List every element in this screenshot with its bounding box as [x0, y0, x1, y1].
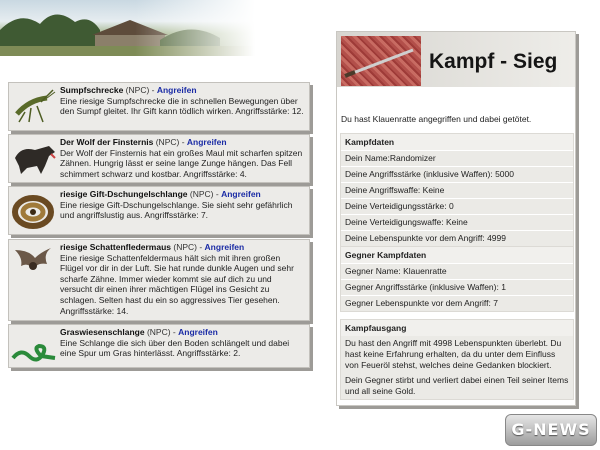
gnews-logo: G-NEWS [505, 414, 597, 446]
npc-description: Eine Schlange die sich über den Boden schlängelt und dabei eine Spur um Gras hinterlässt. Angriffsstärke: 2. [60, 337, 290, 359]
table-row: Deine Verteidigungswaffe: Keine [341, 214, 573, 230]
npc-name: riesige Gift-Dschungelschlange [60, 189, 188, 199]
npc-card [8, 324, 310, 368]
kampfausgang-section [340, 319, 574, 400]
npc-name: Der Wolf der Finsternis [60, 137, 154, 147]
npc-name: Graswiesenschlange [60, 327, 145, 337]
section-heading: Kampfdaten [345, 137, 395, 147]
gegner-section [340, 246, 574, 312]
npc-name: Sumpfschrecke [60, 85, 124, 95]
outcome-text: Du hast den Angriff mit 4998 Lebenspunkten überlebt. Du hast keine Erfahrung erhalten, da du unter dem Einfluss von Feueröl stehst, welches deine Gedanken blockiert. [341, 336, 573, 373]
npc-tag: (NPC) - [144, 327, 179, 337]
coiled-snake-icon [11, 190, 57, 230]
npc-card [8, 186, 310, 235]
attack-link[interactable]: Angreifen [221, 189, 261, 199]
table-row: Deine Angriffsstärke (inklusive Waffen): 5000 [341, 166, 573, 182]
attack-link[interactable]: Angreifen [178, 327, 218, 337]
table-row: Deine Verteidigungsstärke: 0 [341, 198, 573, 214]
npc-card [8, 239, 310, 321]
kampfdaten-section [340, 133, 574, 247]
bat-icon [11, 244, 57, 284]
attack-link[interactable]: Angreifen [204, 242, 245, 252]
section-heading: Gegner Kampfdaten [345, 250, 427, 260]
table-row: Dein Name:Randomizer [341, 150, 573, 166]
battle-intro: Du hast Klauenratte angegriffen und dabei getötet. [341, 114, 532, 124]
npc-card [8, 134, 310, 183]
npc-name: riesige Schattenfledermaus [60, 242, 172, 252]
table-row: Gegner Name: Klauenratte [341, 263, 573, 279]
battle-result-panel [336, 31, 576, 406]
npc-tag: (NPC) - [153, 137, 187, 147]
attack-link[interactable]: Angreifen [186, 137, 227, 147]
npc-description: Eine riesige Schattenfeldermaus hält sich mit ihren großen Flügel vor dir in der Luft. Sie hat runde dunkle Augen und sehr scharfe Zähne. Immer wieder kommt sie auf dich zu und versucht dir einen ihrer mächtigen Flügel ins Gesicht zu schlagen. Selten hast du ein so aggressives Tier gesehen. Angriffsstärke: 14. [60, 252, 294, 316]
npc-description: Eine riesige Sumpfschrecke die in schnellen Bewegungen über den Sumpf gleitet. Ihr Gift kann tödlich wirken. Angriffsstärke: 12. [60, 95, 304, 117]
locust-icon [11, 86, 57, 126]
landscape-banner [0, 0, 255, 56]
table-row: Gegner Angriffsstärke (inklusive Waffen): 1 [341, 279, 573, 295]
npc-description: Eine riesige Gift-Dschungelschlange. Sie sieht sehr gefährlich und angriffslustig aus. Angriffsstärke: 7. [60, 199, 293, 221]
table-row: Gegner Lebenspunkte vor dem Angriff: 7 [341, 295, 573, 311]
npc-description: Der Wolf der Finsternis hat ein großes Maul mit scharfen spitzen Zähnen. Hungrig lässt er seine lange Zunge hängen. Das Fell schimmert schwarz und kostbar. Angriffsstärke: 4. [60, 147, 303, 179]
green-snake-icon [11, 328, 57, 368]
npc-tag: (NPC) - [187, 189, 222, 199]
table-row: Deine Angriffswaffe: Keine [341, 182, 573, 198]
attack-link[interactable]: Angreifen [156, 85, 197, 95]
sword-meat-icon [341, 36, 421, 86]
outcome-text: Dein Gegner stirbt und verliert dabei einen Teil seiner Items und all seine Gold. [341, 373, 573, 399]
table-row: Deine Lebenspunkte vor dem Angriff: 4999 [341, 230, 573, 246]
npc-card [8, 82, 310, 131]
panel-header [337, 32, 575, 87]
npc-tag: (NPC) - [171, 242, 205, 252]
page-title: Kampf - Sieg [429, 50, 558, 73]
npc-tag: (NPC) - [123, 85, 157, 95]
wolf-icon [11, 138, 57, 178]
section-heading: Kampfausgang [345, 323, 407, 333]
